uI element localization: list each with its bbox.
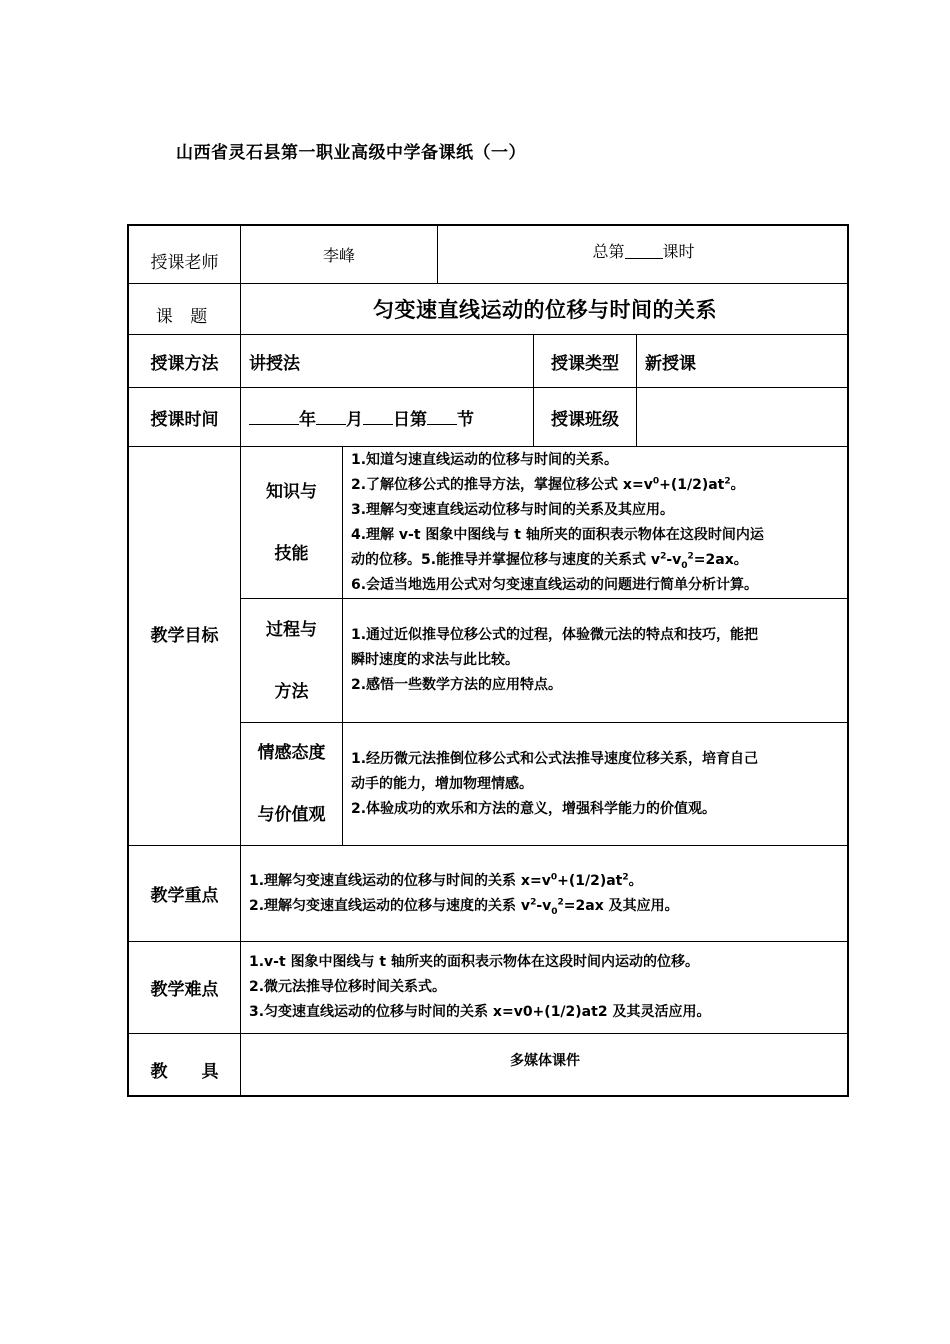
topic-label: 课 题: [155, 306, 214, 327]
key-points-label: 教学重点: [150, 886, 219, 906]
knowledge-line: 4.理解 v-t 图象中图线与 t 轴所夹的面积表示物体在这段时间内运: [351, 526, 764, 543]
type-value: 新授课: [645, 353, 696, 374]
page-title: 山西省灵石县第一职业高级中学备课纸（一）: [176, 143, 526, 163]
knowledge-label: [241, 447, 342, 598]
emotion-label-2: 与价值观: [257, 805, 326, 825]
section-text: 节: [457, 409, 474, 430]
month-blank: [316, 409, 346, 425]
emotion-line: 1.经历微元法推倒位移公式和公式法推导速度位移关系，培育自己: [351, 750, 759, 767]
teacher-label: 授课老师: [150, 253, 219, 273]
goals-label: 教学目标: [150, 625, 219, 646]
process-label-2: 方法: [274, 681, 309, 702]
month-text: 月: [346, 409, 363, 430]
emotion-text: [343, 723, 849, 845]
emotion-label-1: 情感态度: [257, 743, 326, 763]
process-label: [241, 599, 342, 722]
knowledge-text: [343, 447, 849, 598]
tools-value: 多媒体课件: [510, 1052, 580, 1069]
difficulties-text: [241, 942, 849, 1033]
lesson-count: [438, 222, 849, 279]
emotion-label: [241, 723, 342, 845]
year-text: 年: [299, 409, 316, 430]
lesson-count-prefix: 总第: [592, 242, 625, 261]
time-label: 授课时间: [150, 409, 219, 430]
difficulty-line: 3.匀变速直线运动的位移与时间的关系 x=v0+(1/2)at2 及其灵活应用。: [249, 1004, 711, 1020]
key-point-line: 1.理解匀变速直线运动的位移与时间的关系 $x=v^0+(1/2)at^2$。: [249, 871, 643, 889]
teacher-name: 李峰: [322, 246, 355, 265]
day-blank: [363, 409, 393, 425]
lesson-count-suffix: 课时: [662, 242, 695, 261]
difficulty-line: 2.微元法推导位移时间关系式。: [249, 979, 447, 995]
method-value: 讲授法: [249, 353, 300, 374]
time-value: [249, 388, 533, 446]
process-line: 1.通过近似推导位移公式的过程，体验微元法的特点和技巧，能把: [351, 627, 759, 643]
tools-label: 教 具: [150, 1062, 233, 1082]
section-blank: [427, 409, 457, 425]
knowledge-line: 3.理解匀变速直线运动位移与时间的关系及其应用。: [351, 501, 675, 518]
method-label: 授课方法: [150, 353, 219, 374]
class-label: 授课班级: [551, 409, 619, 430]
lesson-count-blank: [625, 243, 663, 259]
year-blank: [249, 409, 299, 425]
key-points-text: [241, 846, 849, 941]
knowledge-label-1: 知识与: [266, 481, 317, 502]
knowledge-line: 6.会适当地选用公式对匀变速直线运动的问题进行简单分析计算。: [351, 576, 759, 593]
knowledge-line: 1.知道匀速直线运动的位移与时间的关系。: [351, 451, 619, 468]
emotion-line: 动手的能力，增加物理情感。: [351, 775, 533, 792]
difficulties-label: 教学难点: [150, 980, 219, 1000]
key-point-line: 2.理解匀变速直线运动的位移与速度的关系 $v^2-v_0^2=2ax$ 及其应用。: [249, 896, 679, 917]
process-line: 2.感悟一些数学方法的应用特点。: [351, 677, 563, 693]
knowledge-line: 2.了解位移公式的推导方法，掌握位移公式 $x=v^0+(1/2)at^2$。: [351, 475, 745, 493]
day-text: 日第: [393, 409, 427, 430]
process-line: 瞬时速度的求法与此比较。: [351, 652, 519, 668]
knowledge-line: 动的位移。5.能推导并掌握位移与速度的关系式 $v^2-v_0^2=2ax$。: [351, 550, 748, 571]
process-label-1: 过程与: [266, 619, 317, 640]
lesson-plan-table: [127, 224, 849, 1097]
difficulty-line: 1.v-t 图象中图线与 t 轴所夹的面积表示物体在这段时间内运动的位移。: [249, 954, 700, 970]
knowledge-label-2: 技能: [274, 543, 309, 564]
emotion-line: 2.体验成功的欢乐和方法的意义，增强科学能力的价值观。: [351, 800, 717, 817]
type-label: 授课类型: [551, 353, 619, 374]
process-text: [343, 599, 849, 722]
topic-title: 匀变速直线运动的位移与时间的关系: [373, 298, 717, 322]
